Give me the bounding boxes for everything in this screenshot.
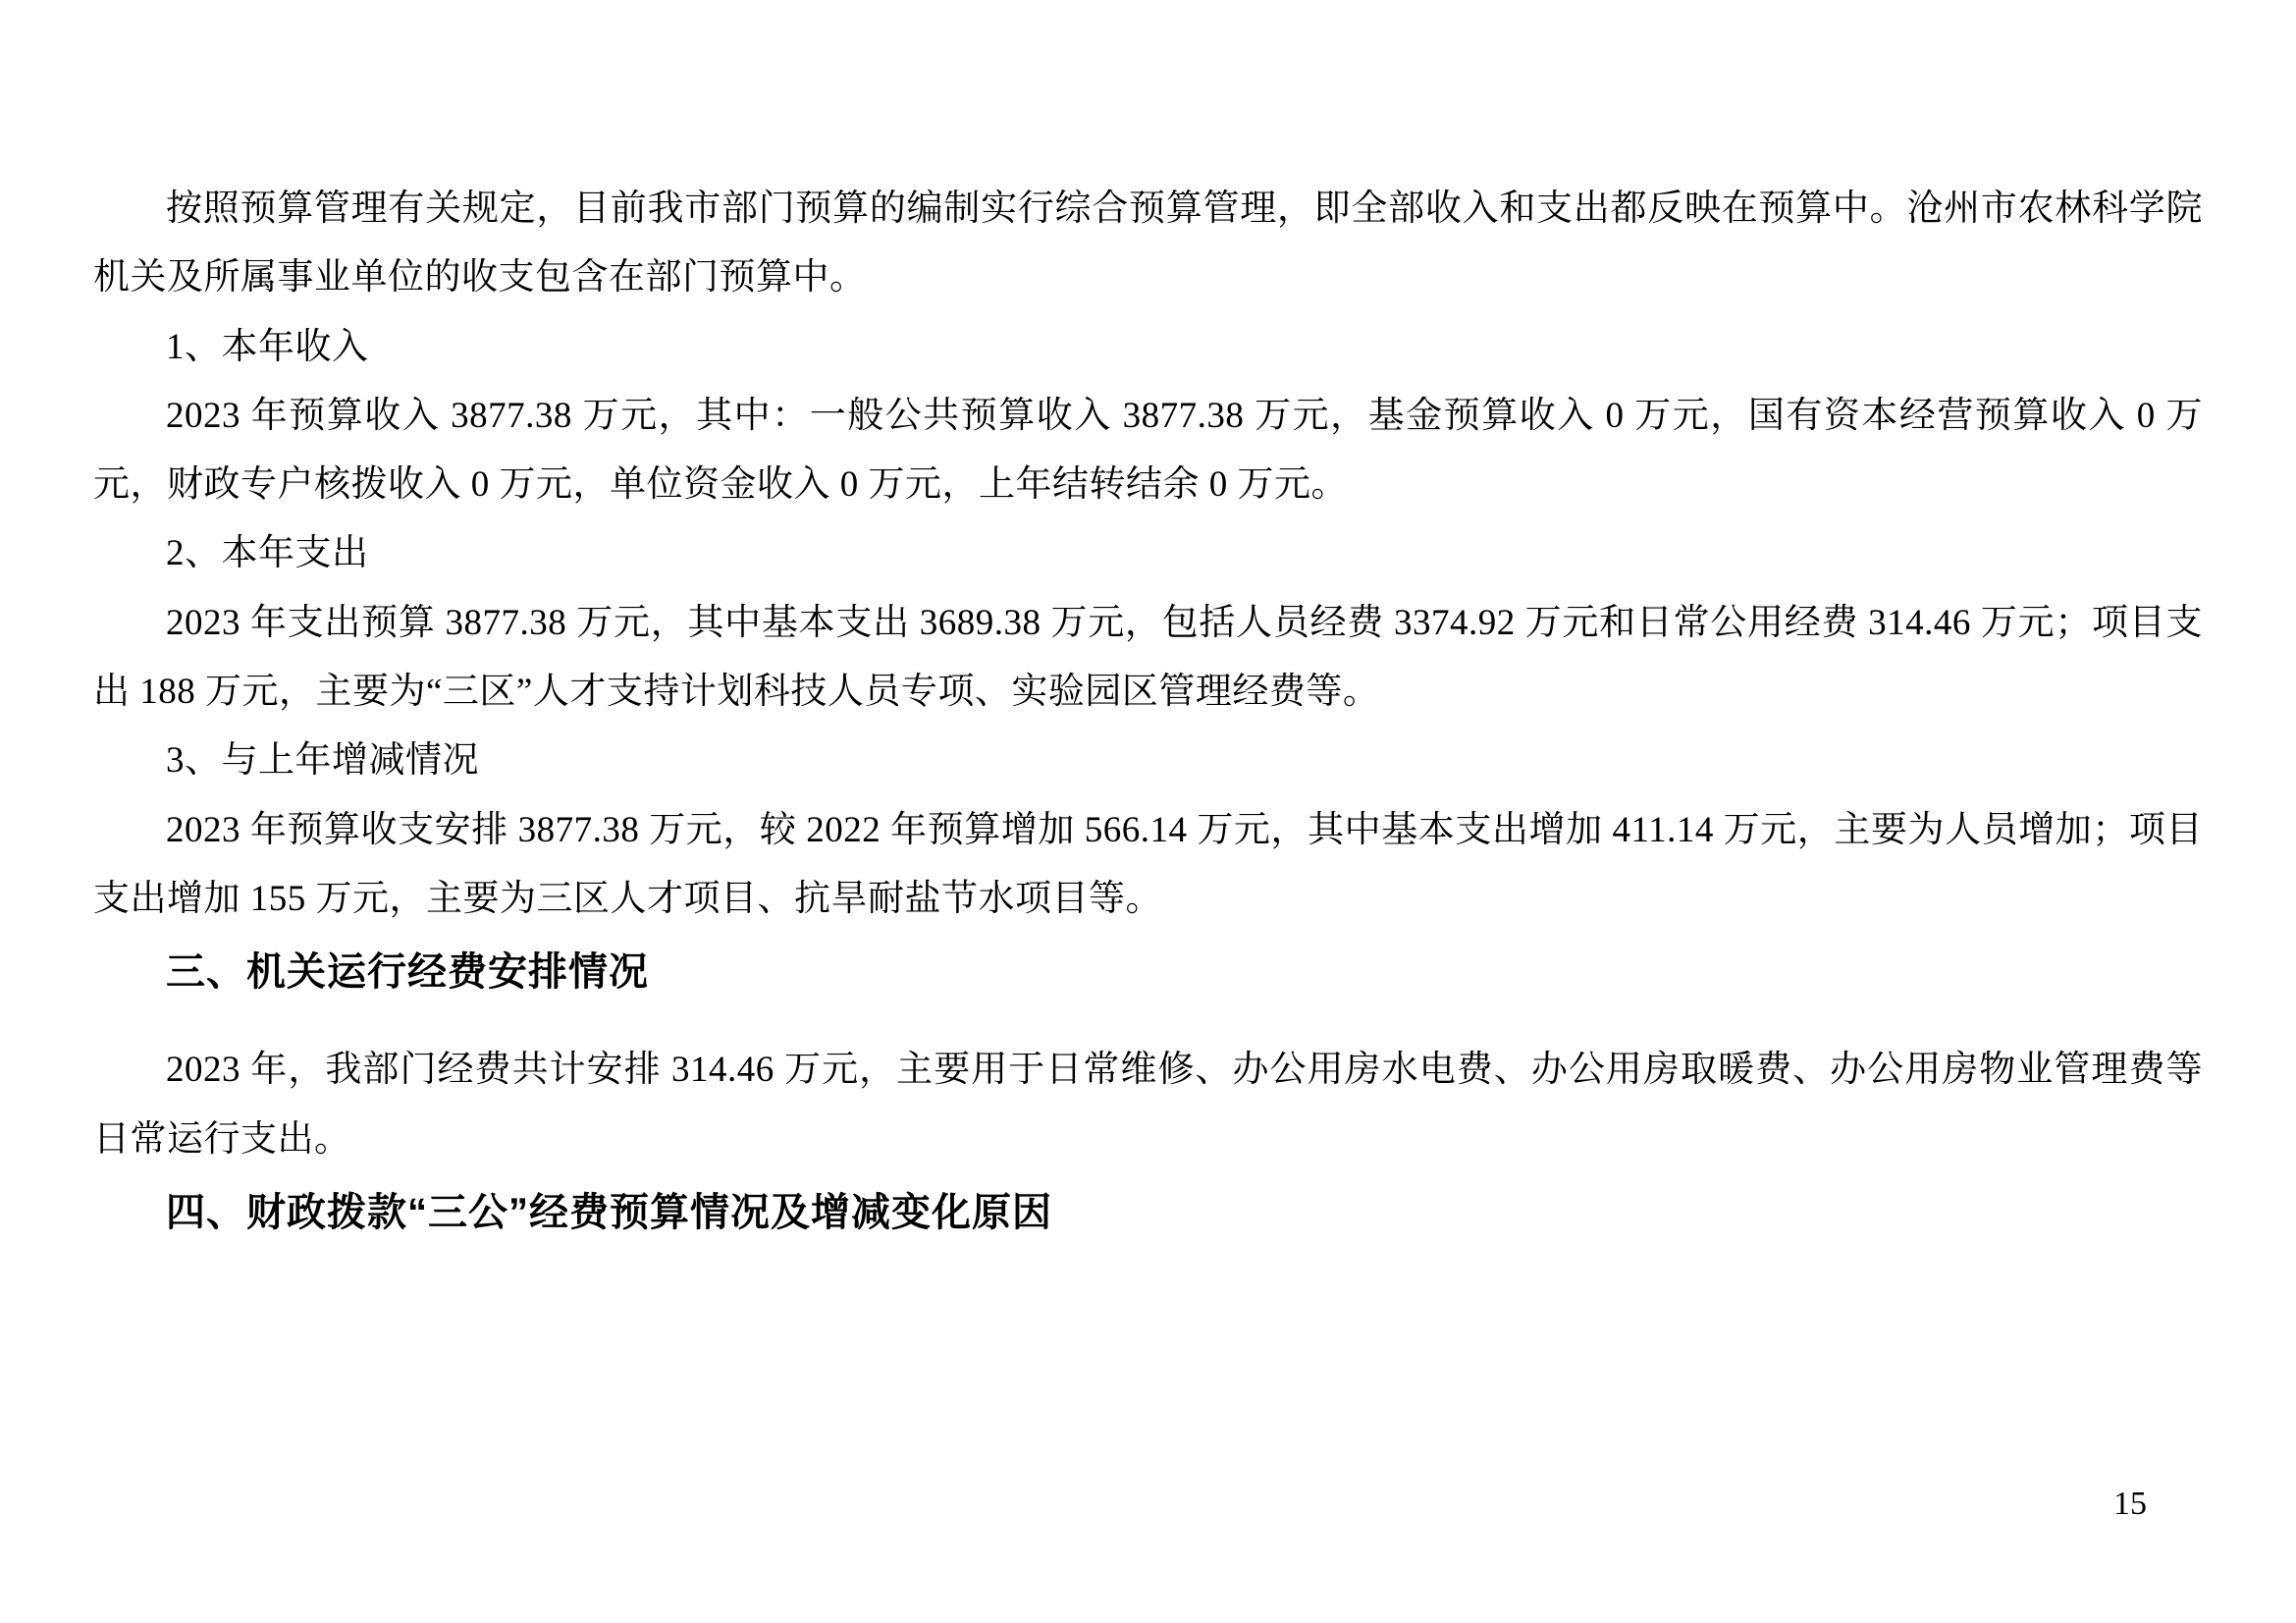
section-3-body: 2023 年，我部门经费共计安排 314.46 万元，主要用于日常维修、办公用房水电费、办公用房取暖费、办公用房物业管理费等日常运行支出。 (93, 1050, 2203, 1160)
list-item-1-title: 1、本年收入 (166, 326, 369, 367)
intro-paragraph: 按照预算管理有关规定，目前我市部门预算的编制实行综合预算管理，即全部收入和支出都反映在预算中。沧州市农林科学院机关及所属事业单位的收支包含在部门预算中。 (93, 189, 2203, 298)
section-heading-4: 四、财政拨款“三公”经费预算情况及增减变化原因 (166, 1190, 1052, 1234)
document-body (93, 175, 2203, 1247)
list-item-3-title: 3、与上年增减情况 (166, 740, 479, 782)
list-item-2-body: 2023 年支出预算 3877.38 万元，其中基本支出 3689.38 万元，包括人员经费 3374.92 万元和日常公用经费 314.46 万元；项目支出 188 万元，主要为“三区”人才支持计划科技人员专项、实验园区管理经费等。 (93, 602, 2203, 713)
list-item-3-body: 2023 年预算收支安排 3877.38 万元，较 2022 年预算增加 566.14 万元，其中基本支出增加 411.14 万元，主要为人员增加；项目支出增加 155 万元，主要为三区人才项目、抗旱耐盐节水项目等。 (93, 809, 2203, 919)
section-heading-3: 三、机关运行经费安排情况 (166, 950, 649, 995)
list-item-2-title: 2、本年支出 (166, 533, 369, 574)
page-number: 15 (2113, 1486, 2147, 1522)
list-item-1-body: 2023 年预算收入 3877.38 万元，其中：一般公共预算收入 3877.38 万元，基金预算收入 0 万元，国有资本经营预算收入 0 万元，财政专户核拨收入 0 万元，单位资金收入 0 万元，上年结转结余 0 万元。 (93, 395, 2203, 506)
